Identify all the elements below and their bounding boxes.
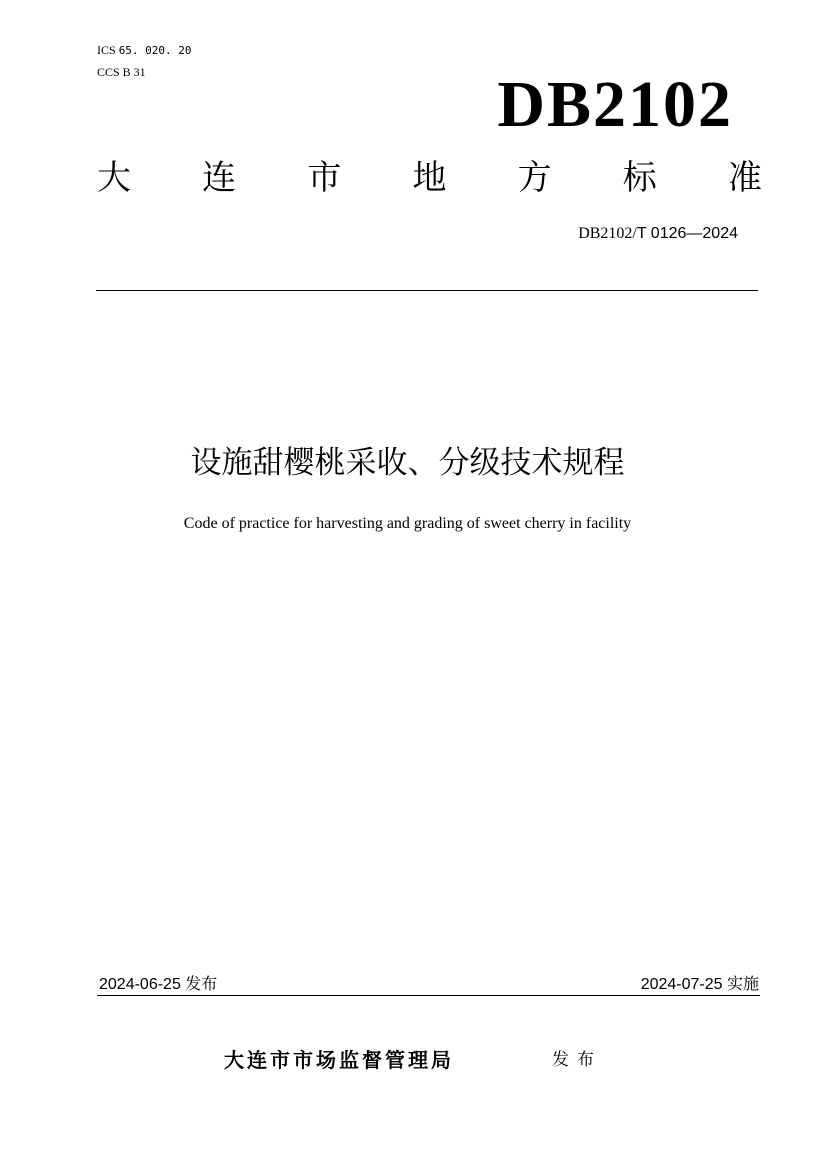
standard-type-char: 连 [202,158,237,198]
ics-code [97,43,192,58]
standard-number [578,224,738,244]
document-title-english: Code of practice for harvesting and grading of sweet cherry in facility [183,515,632,532]
standard-type-char: 标 [622,158,657,198]
bottom-divider [97,995,760,996]
standard-type-char: 大 [97,158,131,198]
standard-type-char: 市 [307,158,342,198]
document-title-chinese: 设施甜樱桃采收、分级技术规程 [190,445,625,481]
standard-code-large: DB2102 [497,68,733,141]
ccs-code: CCS B 31 [97,65,146,79]
standard-type-char: 地 [412,158,447,198]
standard-type-char: 准 [727,158,762,198]
publisher-name: 大连市市场监督管理局 [224,1048,454,1072]
standard-type-char: 方 [517,158,552,198]
issue-date: 2024-06-25 发布 [99,976,218,993]
ics-label: ICS [97,43,116,57]
implementation-date: 2024-07-25 实施 [640,976,759,993]
publisher-action: 发布 [552,1050,602,1070]
standard-type-heading [97,158,762,198]
top-divider [96,290,758,291]
ics-number: 65. 020. 20 [118,44,192,57]
standard-number-prefix: DB2102/ [578,225,637,242]
standard-number-rest: T 0126—2024 [636,225,738,242]
